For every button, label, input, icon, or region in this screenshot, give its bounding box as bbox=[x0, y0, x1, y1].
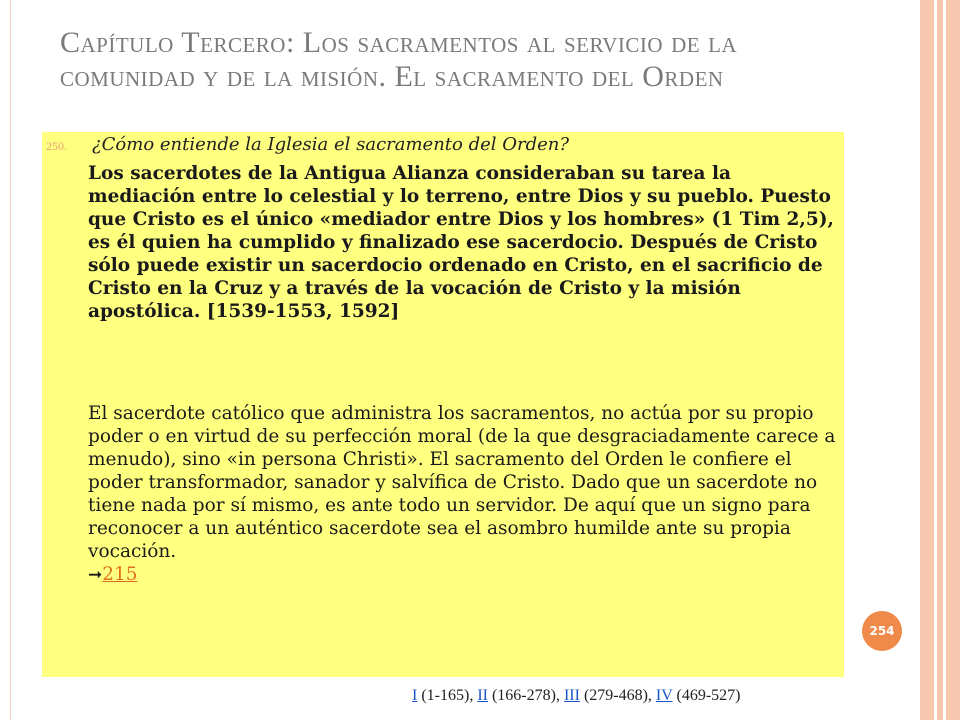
question-row bbox=[46, 134, 569, 155]
footer-link-part-4[interactable]: IV bbox=[655, 687, 673, 704]
decorative-stripe bbox=[920, 0, 960, 720]
arrow-right-icon: ➞ bbox=[88, 565, 103, 585]
content-box bbox=[42, 132, 844, 677]
left-frame-line bbox=[10, 0, 11, 720]
answer-regular-paragraph bbox=[88, 402, 840, 587]
footer-navigation bbox=[412, 687, 741, 705]
footer-link-part-1[interactable]: I bbox=[412, 687, 418, 704]
question-number: 250. bbox=[46, 139, 67, 153]
answer-regular-text: El sacerdote católico que administra los sacramentos, no actúa por su propio poder o en virtud de su perfección moral (de la que desgraciadamente carece a menudo), sino «in persona Christi». El sacramento del Orden le confiere el poder transformador, sanador y salvífica de Cristo. Dado que un sacerdote no tiene nada por sí mismo, es ante todo un servidor. De aquí que un signo para reconocer a un auténtico sacerdote sea el asombro humilde ante su propia vocación. bbox=[88, 403, 836, 562]
footer-link-part-2[interactable]: II bbox=[477, 687, 488, 704]
footer-range-part-3: (279-468), bbox=[579, 687, 656, 704]
answer-bold-paragraph: Los sacerdotes de la Antigua Alianza consideraban su tarea la mediación entre lo celestial y lo terreno, entre Dios y su pueblo. Puesto que Cristo es el único «mediador entre Dios y los hombres» (1 Tim 2,5), es él quien ha cumplido y finalizado ese sacerdocio. Después de Cristo sólo puede existir un sacerdocio ordenado en Cristo, en el sacrificio de Cristo en la Cruz y a través de la vocación de Cristo y la misión apostólica. [1539-1553, 1592] bbox=[88, 163, 834, 322]
stripe-line bbox=[943, 0, 946, 720]
stripe-line bbox=[934, 0, 937, 720]
cross-reference-link[interactable]: 215 bbox=[102, 564, 138, 585]
page-number-badge: 254 bbox=[862, 611, 902, 651]
question-text: ¿Cómo entiende la Iglesia el sacramento del Orden? bbox=[92, 134, 570, 155]
footer-link-part-3[interactable]: III bbox=[563, 687, 580, 704]
footer-range-part-4: (469-527) bbox=[672, 687, 741, 704]
footer-range-part-1: (1-165), bbox=[417, 687, 478, 704]
footer-range-part-2: (166-278), bbox=[487, 687, 564, 704]
slide-title: Capítulo Tercero: Los sacramentos al servicio de la comunidad y de la misión. El sacramento del Orden bbox=[60, 26, 738, 93]
